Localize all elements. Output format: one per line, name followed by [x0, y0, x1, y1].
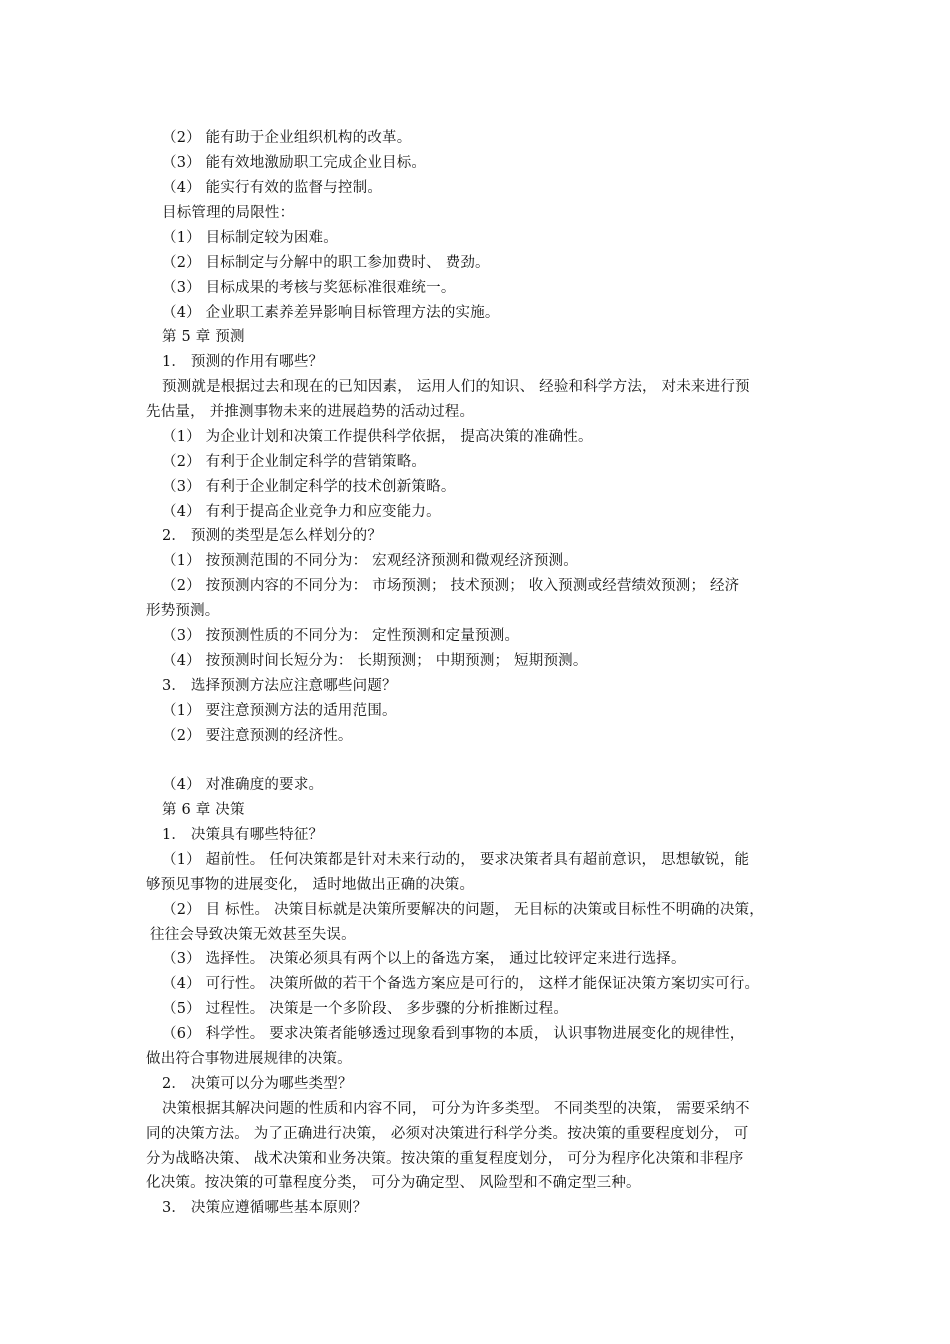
question-heading: 3． 决策应遵循哪些基本原则？	[162, 1200, 368, 1216]
text-line: （2） 能有助于企业组织机构的改革。	[162, 130, 412, 146]
text-line: 形势预测。	[146, 603, 220, 619]
text-line: （3） 目标成果的考核与奖惩标准很难统一。	[162, 280, 456, 296]
text-line: （1） 要注意预测方法的适用范围。	[162, 703, 397, 719]
text-line: （4） 可行性。 决策所做的若干个备选方案应是可行的， 这样才能保证决策方案切实可行。	[162, 976, 760, 992]
text-line: （1） 按预测范围的不同分为： 宏观经济预测和微观经济预测。	[162, 553, 578, 569]
text-line: （5） 过程性。 决策是一个多阶段、 多步骤的分析推断过程。	[162, 1001, 569, 1017]
text-line: 分为战略决策、 战术决策和业务决策。按决策的重复程度划分， 可分为程序化决策和非程序	[146, 1151, 744, 1167]
text-line: 决策根据其解决问题的性质和内容不同， 可分为许多类型。 不同类型的决策， 需要采纳不	[162, 1101, 750, 1117]
text-line: （4） 能实行有效的监督与控制。	[162, 180, 383, 196]
chapter-heading: 第 5 章 预测	[162, 329, 245, 345]
text-line: （4） 企业职工素养差异影响目标管理方法的实施。	[162, 305, 500, 321]
chapter-heading: 第 6 章 决策	[162, 802, 245, 818]
text-line: 做出符合事物进展规律的决策。	[146, 1051, 352, 1067]
text-line: （1） 为企业计划和决策工作提供科学依据， 提高决策的准确性。	[162, 429, 593, 445]
text-line: （2） 按预测内容的不同分为： 市场预测； 技术预测； 收入预测或经营绩效预测； 经济	[162, 578, 740, 594]
text-line: （2） 有利于企业制定科学的营销策略。	[162, 454, 427, 470]
text-line: （2） 目标制定与分解中的职工参加费时、 费劲。	[162, 255, 490, 271]
text-line: （3） 按预测性质的不同分为： 定性预测和定量预测。	[162, 628, 520, 644]
question-heading: 2． 预测的类型是怎么样划分的？	[162, 528, 383, 544]
text-line: （1） 目标制定较为困难。	[162, 230, 338, 246]
text-line: 够预见事物的进展变化， 适时地做出正确的决策。	[146, 877, 475, 893]
text-line: （1） 超前性。 任何决策都是针对未来行动的， 要求决策者具有超前意识， 思想敏锐，能	[162, 852, 750, 868]
text-line: （3） 有利于企业制定科学的技术创新策略。	[162, 479, 456, 495]
text-line: 同的决策方法。 为了正确进行决策， 必须对决策进行科学分类。按决策的重要程度划分， 可	[146, 1126, 749, 1142]
text-line: （4） 对准确度的要求。	[162, 777, 324, 793]
text-line: 预测就是根据过去和现在的已知因素， 运用人们的知识、 经验和科学方法， 对未来进行预	[162, 379, 750, 395]
text-line: 目标管理的局限性：	[162, 205, 295, 221]
text-line: （3） 选择性。 决策必须具有两个以上的备选方案， 通过比较评定来进行选择。	[162, 951, 686, 967]
text-line: 往往会导致决策无效甚至失误。	[150, 927, 356, 943]
question-heading: 1． 决策具有哪些特征？	[162, 827, 324, 843]
text-line: （2） 目 标性。 决策目标就是决策所要解决的问题， 无目标的决策或目标性不明确的决策，	[162, 902, 764, 918]
text-line: 先估量， 并推测事物未来的进展趋势的活动过程。	[146, 404, 475, 420]
text-line: 化决策。按决策的可靠程度分类， 可分为确定型、 风险型和不确定型三种。	[146, 1175, 641, 1191]
question-heading: 3． 选择预测方法应注意哪些问题？	[162, 678, 397, 694]
text-line: （2） 要注意预测的经济性。	[162, 728, 353, 744]
text-line: （3） 能有效地激励职工完成企业目标。	[162, 155, 427, 171]
text-line: （4） 有利于提高企业竞争力和应变能力。	[162, 504, 441, 520]
text-line: （4） 按预测时间长短分为： 长期预测； 中期预测； 短期预测。	[162, 653, 588, 669]
question-heading: 1． 预测的作用有哪些？	[162, 354, 324, 370]
question-heading: 2． 决策可以分为哪些类型？	[162, 1076, 353, 1092]
text-line: （6） 科学性。 要求决策者能够透过现象看到事物的本质， 认识事物进展变化的规律性，	[162, 1026, 745, 1042]
